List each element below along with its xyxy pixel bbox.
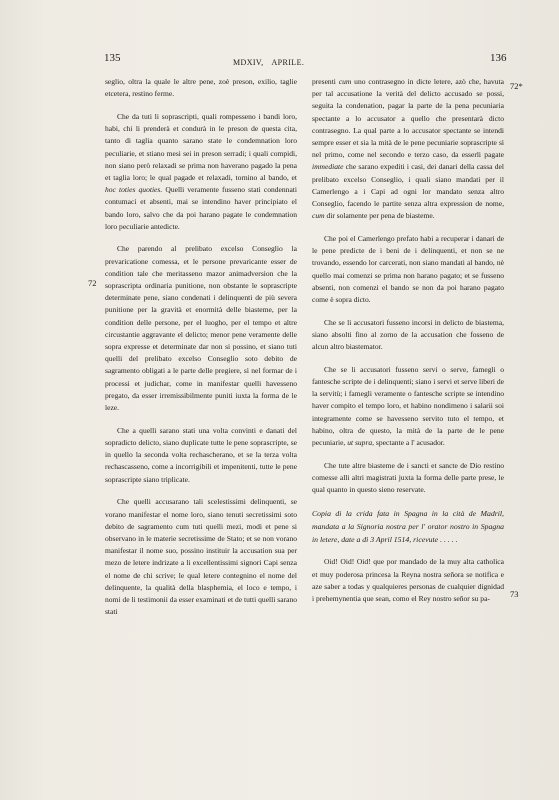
italic-phrase: hoc toties quoties. (105, 185, 163, 195)
running-head (233, 58, 310, 67)
italic-word: immediate (312, 162, 344, 172)
paragraph-repeat-offenders: Che a quelli sarano stati una volta convinti e danati del sopradicto delicto, siano duplicate tutte le pene soprascripte, se in quello la seconda volta rechascherano, et se la terza volta rechascasseno, come a incorrigibili et impenitenti, tutte le pene soprascripte siano triplicate. (105, 425, 297, 484)
text-run: presenti (312, 77, 339, 86)
running-head-month: APRILE. (271, 58, 305, 67)
text-run: Quelli veramente fusseno stati condennati contumaci et absenti, mai se intendino haver principiato el bando loro, salvo che da poi harano pagate le condemnation loro peculiarie antedicte. (105, 185, 297, 231)
margin-number-72-left: 72 (88, 278, 97, 288)
margin-number-72-right: 72* (510, 81, 523, 91)
text-run: uno contrasegno in dicte letere, azò che, havuta per tal accusatione la verità del delicto accusado se possi, seguita la condenation, pagar la parte de la pena pecuniaria spectante a lo accusator a quello che presentarà dicto contrasegno. La qual parte a lo accusator spectante se intendi sempre esser et sia la mità de le pene pecuniarie soprascripte sì nel primo, come nel secondo e terzo caso, da esserli pagate (312, 77, 504, 160)
text-run: dir solamente per pena de biasteme. (324, 211, 435, 221)
paragraph-accuser-absolution: Che se li accusatori fusseno incorsi in delicto de biastema, siano absolti fino al zorno de la accusation che fosseno de alcun altro biastemator. (312, 317, 504, 352)
italic-word: cum (312, 211, 325, 221)
text-run: Che se li accusatori fusseno servi o serve, famegli o fantesche scripte de i delinquenti; siano i servi et serve liberi de la servitù; i famegli veramente o fantesche scripte se intendino haver compito el tempo loro, et habino nondimeno i salarii soi integramente come se havesseno servito tuto el tempo, et habino, oltra de questo, la mità de la parte de le pene pecuniarie, (312, 364, 504, 447)
paragraph-servants (312, 364, 504, 449)
margin-number-73-right: 73 (510, 589, 519, 599)
paragraph-camerlengo: Che poi el Camerlengo prefato habi a recuperar i danari de le pene predicte de i beni de i delinquenti, et non se ne trovando, essendo lor carcerati, non siano mandati al bando, nè quello mai comenzi se prima non harano pagato; et se fusseno absenti, non comenzi el bando se non da poi harano pagato come è sopra dicto. (312, 233, 504, 304)
page-number-right: 136 (490, 52, 507, 64)
paragraph-oid: Oid! Oid! Oid! que por mandado de la muy alta catholica et muy poderosa princesa la Reyna nostra señora se notifica e aze saber a todas y qualquieres personas de cualquier dignidad i prehemynentia que sean, como el Rey nostro señor su pa- (312, 557, 504, 603)
running-head-year: MDXIV, (233, 58, 264, 67)
text-run: spectante a l' acusador. (374, 437, 445, 447)
paragraph-continuation: seglio, oltra la quale le altre pene, zoè preson, exilio, taglie etcetera, restino ferme. (105, 77, 297, 99)
text-run: Che da tuti li soprascripti, quali rompesseno i bandi loro, habi, chi li prenderà et condurà in le preson de questa cita, tanto di taglia quanto sarano state le condemnation loro peculiarie, et stiano mesi sei in preson serradi; i quali compidi, non siano però relaxadi se prima non haverano pagado la pena et taglia loro; le qual pagade et relaxadi, tornino al bando, et (105, 111, 297, 182)
italic-word: cum (338, 77, 352, 86)
section-title-copia: Copia di la crida fata in Spagna in la cità de Madril, mandata a la Signoria nostra per l' orator nostro in Spagna in letere, date a dì 3 April 1514, ricevute . . . . . (312, 508, 504, 544)
paragraph-accusers: Che quelli accusarano tali scelestissimi delinquenti, se vorano manifestar el nome loro, siano tenuti secretissimi soto debito de sagramento cum tuti quelli mezi, modi et pene si observano in le materie secretissime de Stato; et se non vorano manifestar il nome suo, possino instituir la accusation sua per mezo de letere indrizate a li excellentissimi signori Capi senza el nome de chi scrive; le qual letere contegnino el nome del delinquente, la qualità della blasphemia, el loco e tempo, i nomi de li testimonii da esser examinati et de tutti quelli sarano stati (105, 497, 297, 617)
left-column (105, 76, 297, 618)
paragraph-other-blasphemies: Che tute altre biasteme de i sancti et sancte de Dio restino comesse alli altri magistrati juxta la forma delle parte prese, le qual quanto in questo sieno reservate. (312, 460, 504, 495)
paragraph-prison (105, 111, 297, 233)
italic-phrase: ut supra, (347, 437, 375, 447)
page-number-left: 135 (104, 52, 121, 64)
paragraph-countersign (312, 76, 504, 222)
right-column (312, 76, 504, 605)
text-run: che sarano expediti i casi, dei danari della cassa del prelibato excelso Conseglio, i quali siano mandati per il Camerlengo a i Capi ad ogni lor mandato senza altro Conseglio, facendo le partite senza altra expression de nome, (312, 162, 504, 209)
paragraph-72-council: Che parendo al prelibato excelso Conseglio la prevaricatione comessa, et le persone prevaricante esser de condition tale che meritasseno mazor animadversion che la soprascripta ordinaria punitione, non obstante le soprascripte determinate pene, siano condenati i delinquenti de più severa punitione per la gravità et enormità delle biasteme, per la condition delle persone, per el luogho, per el tempo et altre circustantie aggravante el delicto; menor pene veramente delle sopra expresse et determinate dar non si possino, et siano tuti quelli del prelibato excelso Conseglio soto debito de sagramento obligati a le parte delle pregiere, sì nel formar de i processi et judichar, come in manifestar quelli havesseno pregato, da esser irremissibilmente puniti iuxta la forma de le leze. (105, 244, 297, 413)
